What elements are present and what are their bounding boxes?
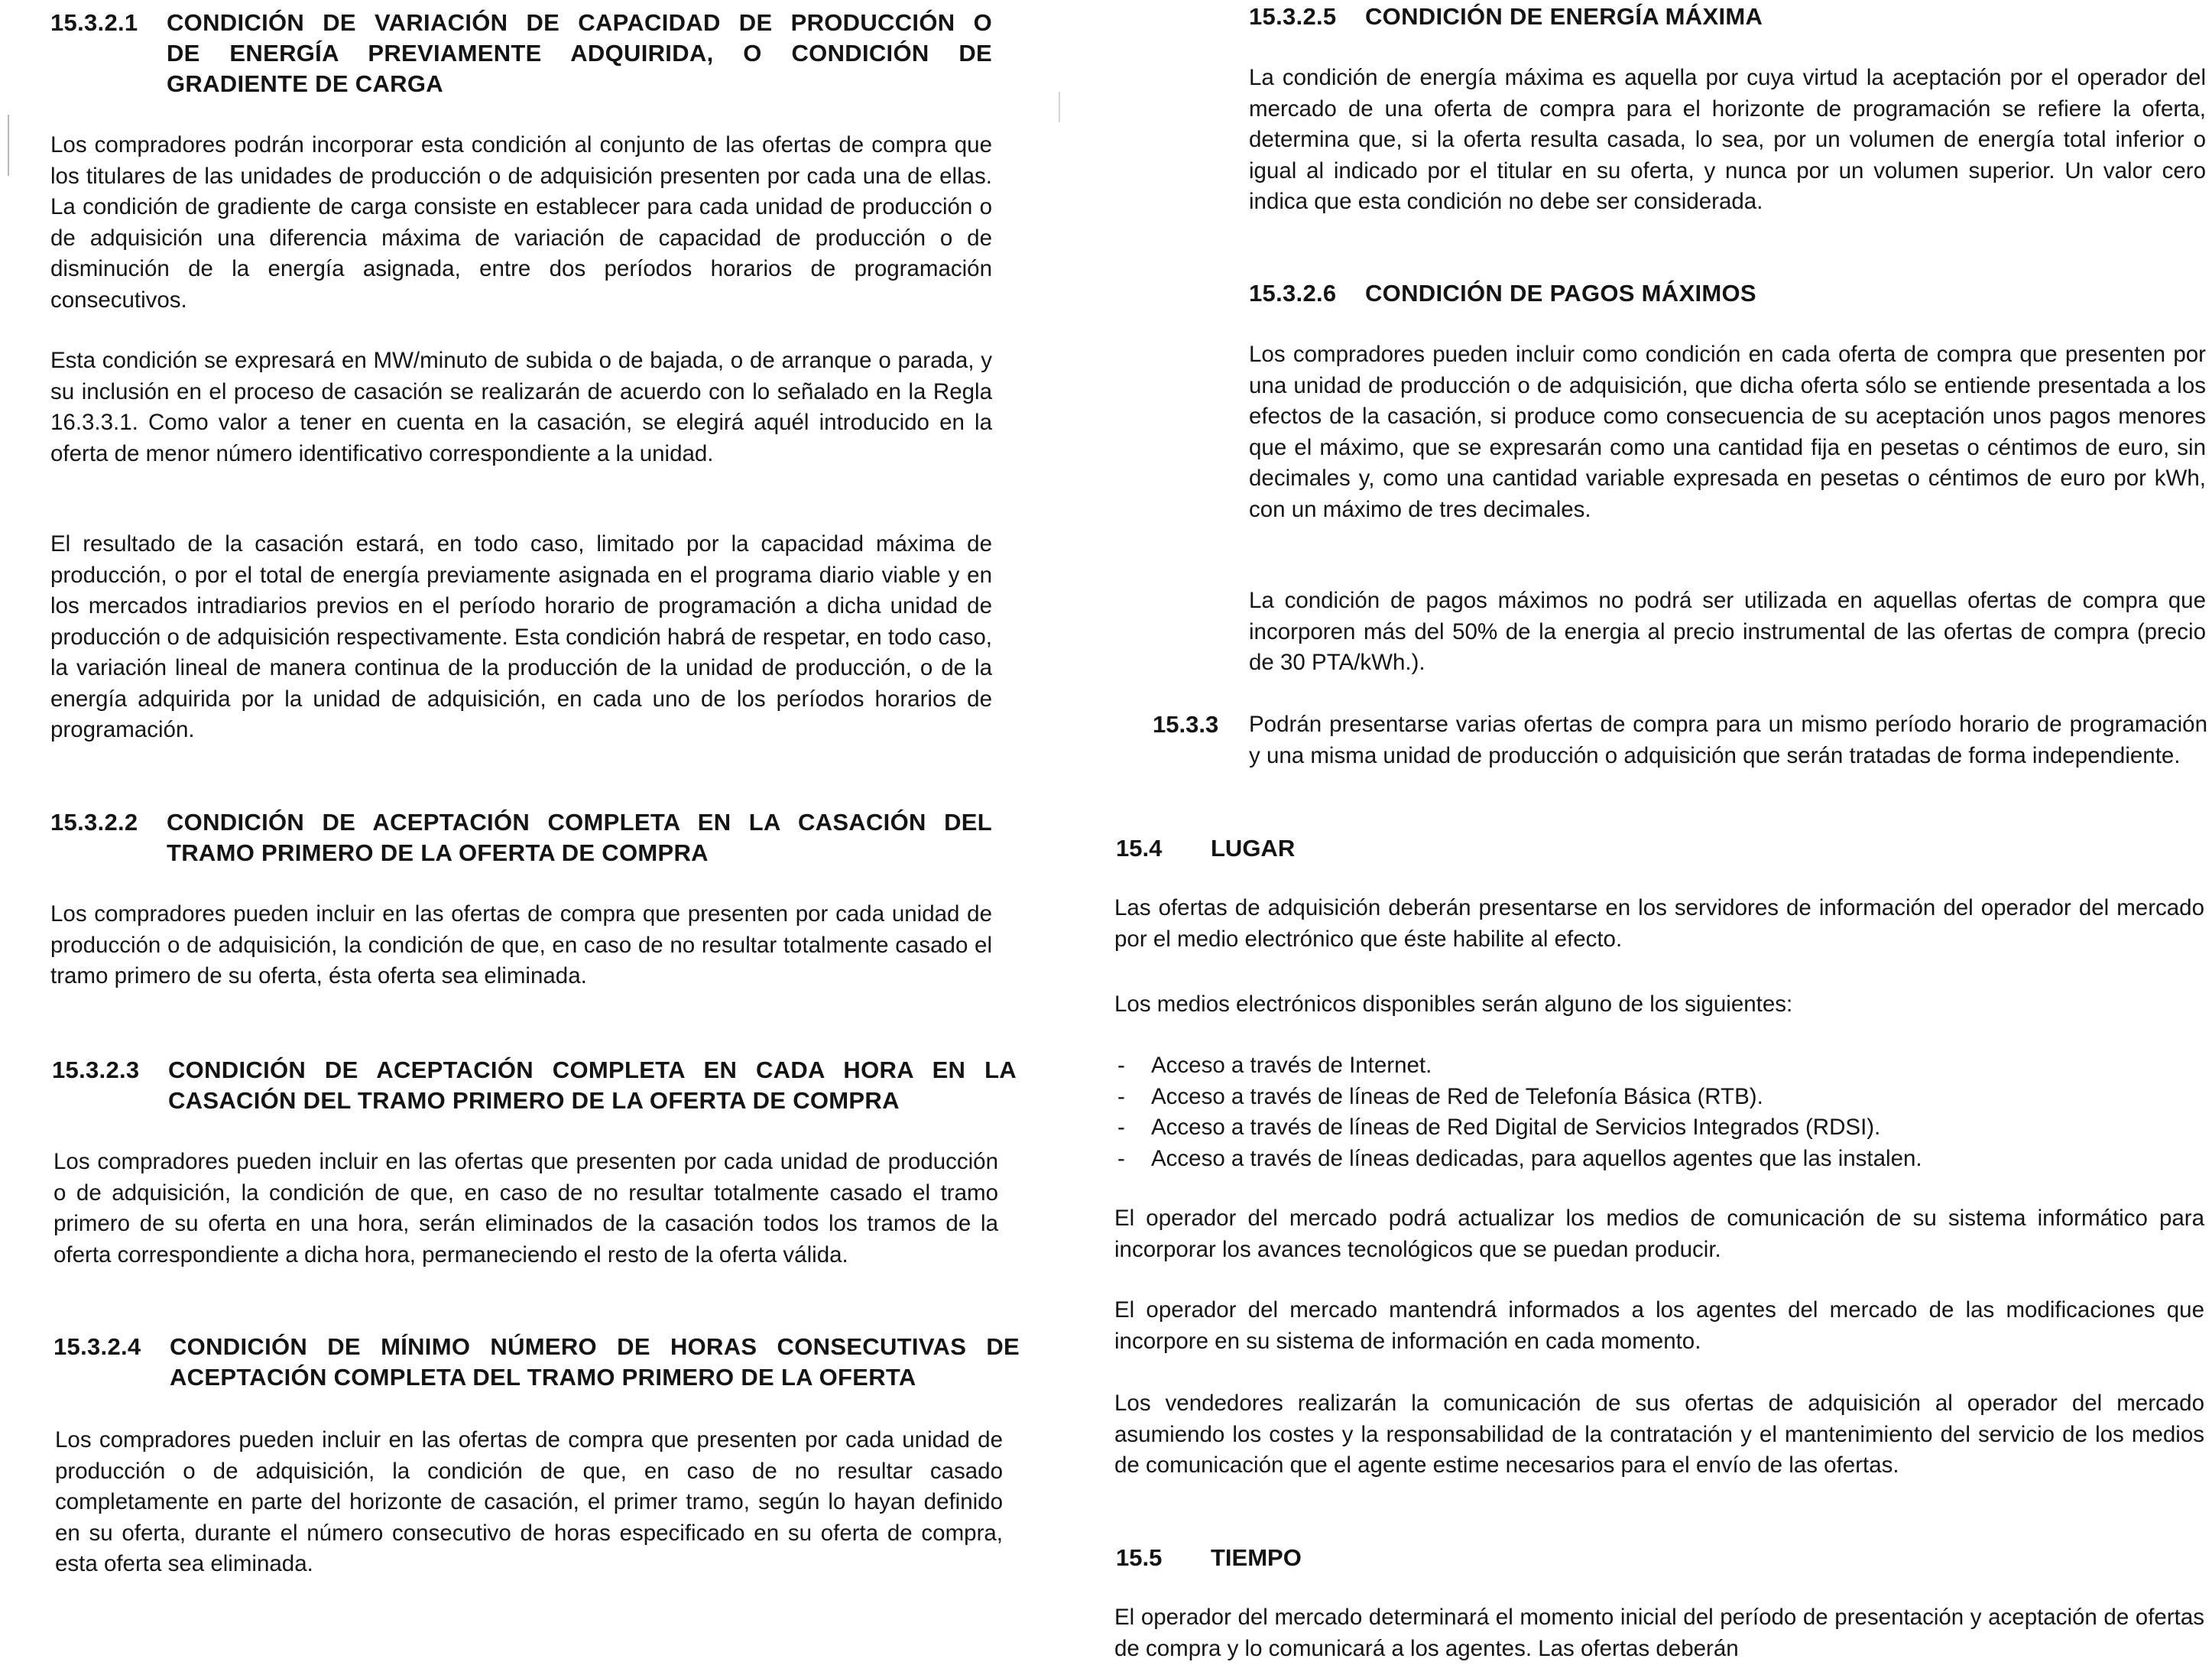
title-line: CASACIÓN DEL TRAMO PRIMERO DE LA OFERTA DE COMPRA [168,1087,900,1114]
paragraph: El operador del mercado mantendrá informados a los agentes del mercado de las modificaciones que incorpore en su sistema de información en cada momento. [1114,1297,2204,1354]
title-line: ACEPTACIÓN COMPLETA DEL TRAMO PRIMERO DE LA OFERTA [170,1364,916,1391]
section-title [168,1055,1017,1116]
paragraph: Podrán presentarse varias ofertas de compra para un mismo período horario de programación y una misma unidad de producción o adquisición que serán tratadas de forma independiente. [1249,712,2207,768]
title-line: CONDICIÓN DE ACEPTACIÓN COMPLETA EN LA CASACIÓN DEL [167,809,992,836]
section-number: 15.3.2.6 [1249,280,1337,307]
paragraph: El resultado de la casación estará, en todo caso, limitado por la capacidad máxima de producción, o por el total de energía previamente asignada en el programa diario viable y en los mercados intradiarios previos en el período horario de programación a dicha unidad de producción o de adquisición respectivamente. Esta condición habrá de respetar, en todo caso, la variación lineal de manera continua de la producción de la unidad de producción, o de la energía adquirida por la unidad de adquisición, en cada uno de los períodos horarios de programación. [50,531,992,742]
paragraph: La condición de pagos máximos no podrá ser utilizada en aquellas ofertas de compra que incorporen más del 50% de la energia al precio instrumental de las ofertas de compra (precio de 30 PTA/kWh.). [1249,588,2206,675]
section-title: CONDICIÓN DE ENERGÍA MÁXIMA [1365,3,1763,30]
title-line: CONDICIÓN DE MÍNIMO NÚMERO DE HORAS CONSECUTIVAS DE [170,1333,1020,1360]
list-item: - Acceso a través de líneas de Red de Telefonía Básica (RTB). [1114,1082,2204,1113]
title-line: CONDICIÓN DE VARIACIÓN DE CAPACIDAD DE PRODUCCIÓN O [167,9,992,36]
list-item: - Acceso a través de Internet. [1114,1050,2204,1082]
section-heading [52,1055,1017,1116]
section-title: CONDICIÓN DE PAGOS MÁXIMOS [1365,280,1756,307]
paragraph: La condición de energía máxima es aquella por cuya virtud la aceptación por el operador del mercado de una oferta de compra para el horizonte de programación se refiere la oferta, determina que, si la oferta resulta casada, lo sea, por un volumen de energía total inferior o igual al indicado por el titular en su oferta, y nunca por un volumen superior. Un valor cero indica que esta condición no debe ser considerada. [1249,65,2206,214]
scan-artifact [8,115,9,176]
section-number: 15.3.2.2 [50,809,138,836]
section-number: 15.3.2.5 [1249,3,1337,30]
section-heading [1249,278,2204,309]
title-line: DE ENERGÍA PREVIAMENTE ADQUIRIDA, O CONDICIÓN DE [167,40,992,67]
section-title: LUGAR [1211,835,1296,862]
title-line: CONDICIÓN DE ACEPTACIÓN COMPLETA EN CADA HORA EN LA [168,1056,1017,1083]
paragraph: Los compradores pueden incluir en las ofertas de compra que presenten por cada unidad de producción o de adquisición, la condición de que, en caso de no resultar totalmente casado el tramo primero de su oferta, ésta oferta sea eliminada. [50,901,992,988]
paragraph: Los medios electrónicos disponibles serán alguno de los siguientes: [1114,992,1793,1017]
section-heading [1116,1543,1302,1573]
paragraph: El operador del mercado podrá actualizar los medios de comunicación de su sistema informático para incorporar los avances tecnológicos que se puedan producir. [1114,1206,2204,1262]
section-number: 15.5 [1116,1544,1163,1571]
section-title [167,807,992,868]
title-line: TRAMO PRIMERO DE LA OFERTA DE COMPRA [167,839,709,866]
paragraph: Los compradores pueden incluir en las ofertas que presenten por cada unidad de producción o de adquisición, la condición de que, en caso de no resultar totalmente casado el tramo primero de su oferta en una hora, serán eliminados de la casación todos los tramos de la oferta correspondiente a dicha hora, permaneciendo el resto de la oferta válida. [54,1149,998,1267]
paragraph: Los compradores pueden incluir como condición en cada oferta de compra que presenten por una unidad de producción o de adquisición, que dicha oferta sólo se entiende presentada a los efectos de la casación, si produce como consecuencia de su aceptación unos pagos menores que el máximo, que se expresarán como una cantidad fija en pesetas o céntimos de euro, sin decimales y, como una cantidad variable expresada en pesetas o céntimos de euro por kWh, con un máximo de tres decimales. [1249,342,2206,522]
section-heading [50,807,992,868]
paragraph: Las ofertas de adquisición deberán presentarse en los servidores de información del operador del mercado por el medio electrónico que éste habilite al efecto. [1114,895,2204,952]
section-number: 15.3.2.4 [54,1333,141,1360]
section-heading [54,1332,1020,1393]
paragraph: Esta condición se expresará en MW/minuto de subida o de bajada, o de arranque o parada, y su inclusión en el proceso de casación se realizarán de acuerdo con lo señalado en la Regla 16.3.3.1. Como valor a tener en cuenta en la casación, se elegirá aquél introducido en la oferta de menor número identificativo correspondiente a la unidad. [50,348,992,466]
paragraph: Los compradores pueden incluir en las ofertas de compra que presenten por cada unidad de producción o de adquisición, la condición de que, en caso de no resultar casado completamente en parte del horizonte de casación, el primer tramo, según lo hayan definido en su oferta, durante el número consecutivo de horas especificado en su oferta de compra, esta oferta sea eliminada. [55,1427,1003,1576]
paragraph: Los compradores podrán incorporar esta condición al conjunto de las ofertas de compra que los titulares de las unidades de producción o de adquisición presenten por cada una de ellas. La condición de gradiente de carga consiste en establecer para cada unidad de producción o de adquisición una diferencia máxima de variación de capacidad de producción o de disminución de la energía asignada, entre dos períodos horarios de programación consecutivos. [50,132,992,313]
list-item: - Acceso a través de líneas de Red Digital de Servicios Integrados (RDSI). [1114,1112,2204,1144]
section-title [170,1332,1020,1393]
section-number: 15.3.2.1 [50,9,138,36]
section-number: 15.4 [1116,835,1163,862]
means-list [1114,1050,2204,1174]
title-line: GRADIENTE DE CARGA [167,70,443,97]
section-title: TIEMPO [1211,1544,1302,1571]
section-heading [50,8,992,99]
section-number: 15.3.3 [1153,711,1219,738]
section-15-3-2-1 [50,8,992,99]
paragraph: Los vendedores realizarán la comunicación de sus ofertas de adquisición al operador del mercado asumiendo los costes y la responsabilidad de la contratación y el mantenimiento del servicio de los medios de comunicación que el agente estime necesarios para el envío de las ofertas. [1114,1391,2204,1478]
section-heading [1249,2,2204,32]
section-number: 15.3.2.3 [52,1056,140,1083]
scan-artifact [1059,92,1060,122]
list-item: - Acceso a través de líneas dedicadas, para aquellos agentes que las instalen. [1114,1144,2204,1175]
section-title [167,8,992,99]
section-heading [1116,833,1295,864]
paragraph: El operador del mercado determinará el momento inicial del período de presentación y aceptación de ofertas de compra y lo comunicará a los agentes. Las ofertas deberán [1114,1605,2204,1661]
section-15-3-3 [1153,709,2207,771]
